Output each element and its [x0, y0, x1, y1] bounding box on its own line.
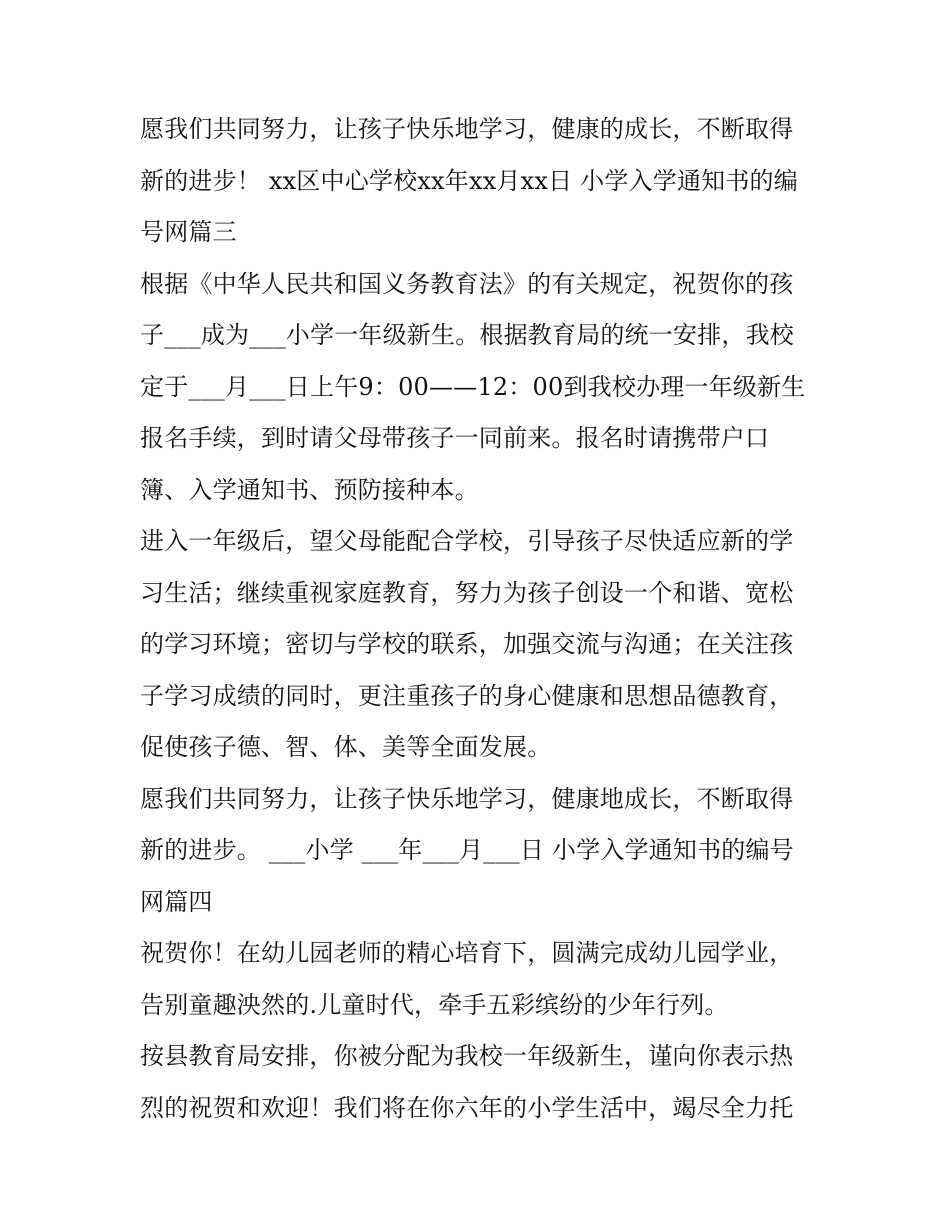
paragraph-5: 祝贺你！在幼儿园老师的精心培育下，圆满完成幼儿园学业，告别童趣泱然的.儿童时代，牵手五彩缤纷的少年行列。 — [140, 939, 794, 1019]
paragraph-3: 进入一年级后，望父母能配合学校，引导孩子尽快适应新的学习生活；继续重视家庭教育，努力为孩子创设一个和谐、宽松的学习环境；密切与学校的联系，加强交流与沟通；在关注孩子学习成绩的同时，更注重孩子的身心健康和思想品德教育，促使孩子德、智、体、美等全面发展。 — [140, 527, 794, 761]
document-body — [140, 104, 815, 1134]
paragraph-2: 根据《中华人民共和国义务教育法》的有关规定，祝贺你的孩子___成为___小学一年级新生。根据教育局的统一安排，我校定于___月___日上午9：00——12：00到我校办理一年级新生报名手续，到时请父母带孩子一同前来。报名时请携带户口簿、入学通知书、预防接种本。 — [140, 269, 806, 504]
paragraph-1: 愿我们共同努力，让孩子快乐地学习，健康的成长，不断取得新的进步！ xx区中心学校xx年xx月xx日 小学入学通知书的编号网篇三 — [140, 115, 798, 246]
paragraph-6: 按县教育局安排，你被分配为我校一年级新生，谨向你表示热烈的祝贺和欢迎！我们将在你六年的小学生活中，竭尽全力托 — [140, 1042, 794, 1122]
paragraph-4: 愿我们共同努力，让孩子快乐地学习，健康地成长，不断取得新的进步。 ___小学 ___年___月___日 小学入学通知书的编号网篇四 — [140, 784, 794, 916]
